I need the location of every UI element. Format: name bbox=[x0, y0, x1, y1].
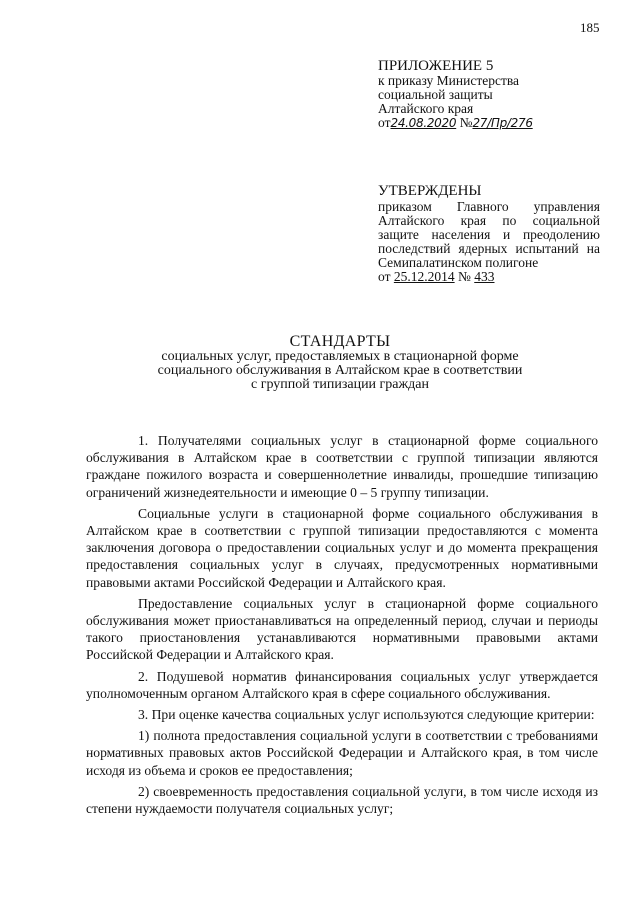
approval-body: приказом Главного управления Алтайского края по социальной защите населения и преодолению последствий ядерных испытаний на Семипалатинском полигоне bbox=[378, 199, 600, 270]
document-title: СТАНДАРТЫ bbox=[289, 333, 391, 350]
annex-date-prefix: от bbox=[378, 115, 391, 130]
annex-number-prefix: № bbox=[459, 115, 473, 130]
paragraph-recipients: 1. Получателями социальных услуг в стационарной форме социального обслуживания в Алтайском крае в соответствии с группой типизации являются граждане пожилого возраста и совершеннолетние инвалиды, прошедшие типизацию ограничений жизнедеятельности и имеющие 0 – 5 группу типизации. bbox=[86, 433, 598, 500]
document-heading bbox=[60, 333, 620, 392]
annex-block bbox=[378, 58, 533, 130]
document-subtitle-line-3: с группой типизации граждан bbox=[250, 377, 430, 392]
approval-order-ref bbox=[378, 270, 600, 284]
annex-line-2: социальной защиты bbox=[378, 87, 493, 102]
document-body bbox=[86, 432, 598, 821]
paragraph-criterion-2: 2) своевременность предоставления социальной услуги, в том числе исходя из степени нуждаемости получателя социальных услуг; bbox=[86, 783, 598, 817]
page-number: 185 bbox=[580, 20, 600, 35]
annex-number-handwritten: 27/Пр/276 bbox=[472, 116, 533, 130]
paragraph-financing: 2. Подушевой норматив финансирования социальных услуг утверждается уполномоченным органом Алтайского края в сфере социального обслуживания. bbox=[86, 668, 598, 701]
paragraph-criteria-intro: 3. При оценке качества социальных услуг используются следующие критерии: bbox=[138, 707, 595, 723]
annex-line-1: к приказу Министерства bbox=[378, 73, 520, 88]
approval-number: 433 bbox=[474, 269, 495, 284]
paragraph-suspension: Предоставление социальных услуг в стационарной форме социального обслуживания может приостанавливаться на определенный период, случаи и периоды такого приостановления устанавливаются нормативными правовыми актами Российской Федерации и Алтайского края. bbox=[86, 595, 598, 663]
approval-date-prefix: от bbox=[378, 269, 391, 284]
annex-line-3: Алтайского края bbox=[378, 101, 474, 116]
annex-title: ПРИЛОЖЕНИЕ 5 bbox=[378, 58, 494, 74]
paragraph-provision-period: Социальные услуги в стационарной форме социального обслуживания в Алтайском крае в соответствии с группой типизации предоставляются с момента заключения договора о предоставлении социальных услуг и до момента прекращения предоставления социальных услуг в случаях, предусмотренных нормативными правовыми актами Российской Федерации и Алтайского края. bbox=[86, 505, 598, 590]
document-subtitle-line-1: социальных услуг, предоставляемых в стационарной форме bbox=[161, 349, 519, 364]
paragraph-criterion-1: 1) полнота предоставления социальной услуги в соответствии с требованиями нормативных правовых актов Российской Федерации и Алтайского края, в том числе исходя из объема и сроков ее предоставления; bbox=[86, 728, 598, 778]
approval-block bbox=[378, 183, 600, 284]
annex-order-ref bbox=[378, 116, 533, 130]
approval-date: 25.12.2014 bbox=[393, 269, 455, 284]
annex-date-handwritten: 24.08.2020 bbox=[390, 116, 457, 130]
approval-number-prefix: № bbox=[457, 269, 471, 284]
approval-title: УТВЕРЖДЕНЫ bbox=[378, 183, 482, 199]
document-subtitle-line-2: социального обслуживания в Алтайском крае в соответствии bbox=[157, 363, 523, 378]
